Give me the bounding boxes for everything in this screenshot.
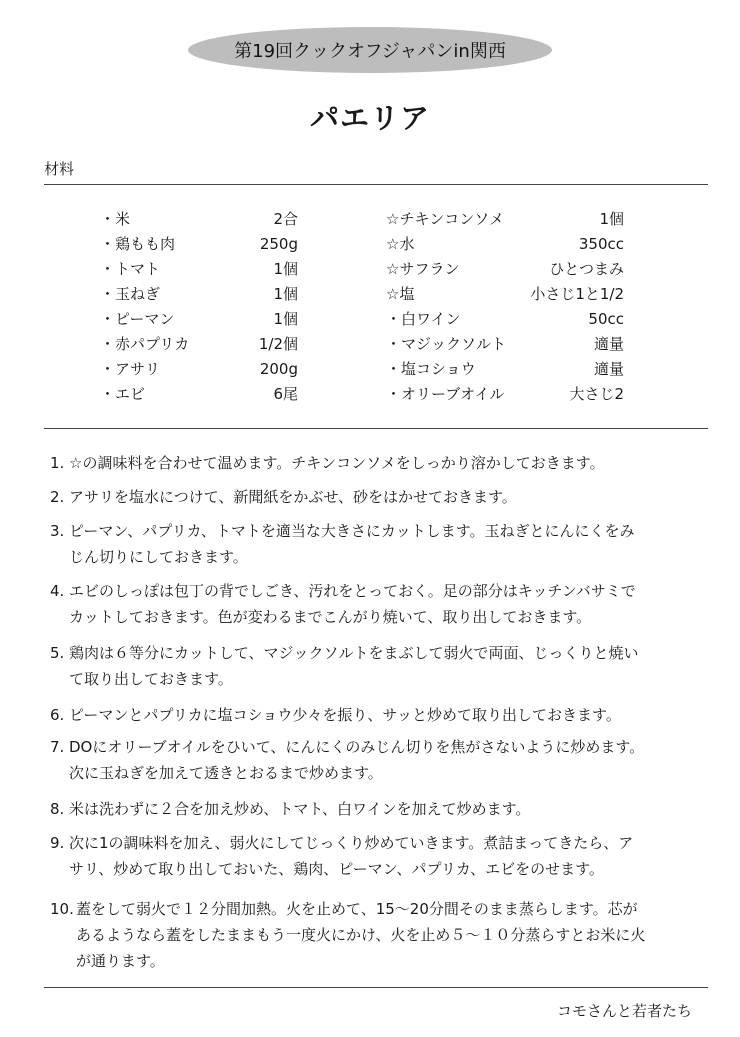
ingredient-quantity: 1個 [273,260,298,278]
ingredient-quantity: 1個 [599,210,624,228]
ingredient-name: ・塩コショウ [386,360,476,378]
step-line: エビのしっぽは包丁の背でしごき、汚れをとっておく。足の部分はキッチンバサミで [69,582,636,600]
step-item [50,734,700,786]
step-line: 米は洗わずに２合を加え炒め、トマト、白ワインを加えて炒めます。 [69,800,531,818]
step-text [69,518,700,570]
ingredient-row-right [386,332,624,356]
step-number: 6. [50,706,65,724]
ingredient-name: ☆水 [386,235,415,253]
step-item [50,518,700,570]
step-item [50,450,700,476]
ingredient-quantity: 1個 [273,310,298,328]
step-line: サリ、炒めて取り出しておいた、鶏肉、ピーマン、パプリカ、エビをのせます。 [69,860,604,878]
step-line: あるようなら蓋をしたままもう一度火にかけ、火を止め５～１０分蒸らすとお米に火 [76,926,646,944]
step-line: ピーマン、パプリカ、トマトを適当な大きさにカットします。玉ねぎとにんにくをみ [69,522,635,540]
step-number: 10. [50,900,74,918]
step-item [50,578,700,630]
step-text [69,640,700,692]
step-number: 3. [50,522,65,540]
step-number: 9. [50,834,65,852]
ingredient-quantity: 1/2個 [258,335,298,353]
step-line: じん切りにしておきます。 [69,548,248,566]
event-name: 第19回クックオフジャパンin関西 [234,41,506,62]
ingredient-quantity: 適量 [593,360,624,378]
step-line: 次に1の調味料を加え、弱火にしてじっくり炒めていきます。煮詰まってきたら、ア [69,834,634,852]
ingredient-row-left [100,357,298,381]
ingredient-name: ・鶏もも肉 [100,235,176,253]
ingredient-quantity: 適量 [593,335,624,353]
ingredient-row-left [100,282,298,306]
ingredient-quantity: 小さじ1と1/2 [530,285,624,303]
ingredient-quantity: 大さじ2 [569,385,624,403]
step-item [50,796,700,822]
step-number: 4. [50,582,65,600]
ingredient-quantity: 350cc [578,235,624,253]
ingredient-name: ・赤パプリカ [100,335,190,353]
ingredient-row-right [386,357,624,381]
ingredient-quantity: ひとつまみ [549,260,624,278]
step-text [76,896,700,974]
ingredient-name: ・米 [100,210,131,228]
ingredient-row-right [386,282,624,306]
divider [44,428,708,429]
ingredient-row-right [386,207,624,231]
step-line: ☆の調味料を合わせて温めます。チキンコンソメをしっかり溶かしておきます。 [69,454,605,472]
ingredient-quantity: 200g [259,360,298,378]
step-line: が通ります。 [76,952,165,970]
ingredient-row-right [386,232,624,256]
ingredient-name: ・オリーブオイル [386,385,505,403]
ingredient-row-right [386,307,624,331]
step-text [69,450,700,476]
divider [44,987,708,988]
author-credit: コモさんと若者たち [556,1002,692,1020]
step-item [50,640,700,692]
ingredient-name: ・アサリ [100,360,161,378]
step-line: アサリを塩水につけて、新聞紙をかぶせ、砂をはかせておきます。 [69,488,517,506]
ingredient-name: ・玉ねぎ [100,285,161,303]
step-line: ピーマンとパプリカに塩コショウ少々を振り、サッと炒めて取り出しておきます。 [69,706,621,724]
ingredient-quantity: 50cc [588,310,624,328]
ingredient-name: ・マジックソルト [386,335,507,353]
materials-label: 材料 [44,160,75,178]
step-line: DOにオリーブオイルをひいて、にんにくのみじん切りを焦がさないように炒めます。 [69,738,645,756]
ingredient-quantity: 250g [259,235,298,253]
step-line: 蓋をして弱火で１２分間加熱。火を止めて、15～20分間そのまま蒸らします。芯が [76,900,638,918]
step-line: て取り出しておきます。 [69,670,233,688]
ingredient-name: ☆塩 [386,285,415,303]
ingredient-name: ☆チキンコンソメ [386,210,504,228]
step-number: 8. [50,800,65,818]
ingredient-row-left [100,207,298,231]
step-item [50,484,700,510]
recipe-title: パエリア [309,101,430,135]
step-line: カットしておきます。色が変わるまでこんがり焼いて、取り出しておきます。 [69,608,592,626]
ingredient-name: ☆サフラン [386,260,460,278]
ingredient-row-left [100,257,298,281]
ingredient-row-right [386,257,624,281]
step-text [69,734,700,786]
ingredient-row-left [100,307,298,331]
step-text [69,830,700,882]
step-text [69,484,700,510]
event-banner [188,27,552,73]
step-line: 鶏肉は６等分にカットして、マジックソルトをまぶして弱火で両面、じっくりと焼い [69,644,639,662]
step-text [69,796,700,822]
ingredient-row-right [386,382,624,406]
step-line: 次に玉ねぎを加えて透きとおるまで炒めます。 [69,764,383,782]
step-number: 7. [50,738,65,756]
step-text [69,578,700,630]
ingredient-name: ・トマト [100,260,161,278]
ingredient-name: ・白ワイン [386,310,461,328]
ingredient-row-left [100,332,298,356]
step-item [50,702,700,728]
step-number: 1. [50,454,65,472]
ingredient-name: ・エビ [100,385,146,403]
step-item [50,896,700,974]
step-number: 5. [50,644,65,662]
ingredient-name: ・ピーマン [100,310,175,328]
ingredient-quantity: 1個 [273,285,298,303]
step-number: 2. [50,488,65,506]
step-text [69,702,700,728]
ingredient-quantity: 6尾 [273,385,298,403]
divider [44,184,708,185]
step-item [50,830,700,882]
ingredient-quantity: 2合 [273,210,298,228]
ingredient-row-left [100,232,298,256]
ingredient-row-left [100,382,298,406]
